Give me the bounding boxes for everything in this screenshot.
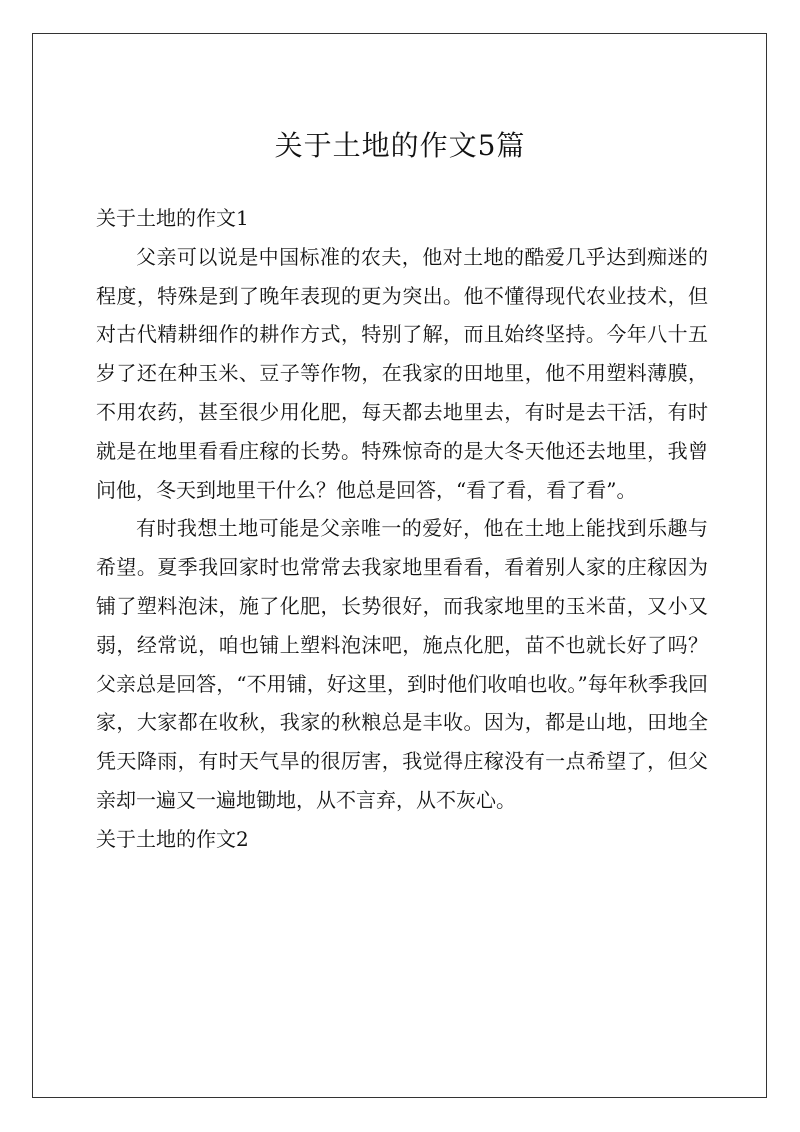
paragraph-2: 有时我想土地可能是父亲唯一的爱好，他在土地上能找到乐趣与希望。夏季我回家时也常常去我家地里看看，看着别人家的庄稼因为铺了塑料泡沫，施了化肥，长势很好，而我家地里的玉米苗，又小又弱，经常说，咱也铺上塑料泡沫吧，施点化肥，苗不也就长好了吗？父亲总是回答，“不用铺，好这里，到时他们收咱也收。”每年秋季我回家，大家都在收秋，我家的秋粮总是丰收。因为，都是山地，田地全凭天降雨，有时天气旱的很厉害，我觉得庄稼没有一点希望了，但父亲却一遍又一遍地锄地，从不言弃，从不灰心。 xyxy=(96,516,708,812)
document-title: 关于土地的作文5篇 xyxy=(274,129,526,162)
section-heading-1: 关于土地的作文1 xyxy=(96,206,249,230)
paragraph-1: 父亲可以说是中国标准的农夫，他对土地的酷爱几乎达到痴迷的程度，特殊是到了晚年表现的更为突出。他不懂得现代农业技术，但对古代精耕细作的耕作方式，特别了解，而且始终坚持。今年八十五岁了还在种玉米、豆子等作物，在我家的田地里，他不用塑料薄膜，不用农药，甚至很少用化肥，每天都去地里去，有时是去干活，有时就是在地里看看庄稼的长势。特殊惊奇的是大冬天他还去地里，我曾问他，冬天到地里干什么？他总是回答，“看了看，看了看”。 xyxy=(96,244,708,502)
document-body xyxy=(96,199,708,859)
section-heading-2: 关于土地的作文2 xyxy=(96,826,249,851)
